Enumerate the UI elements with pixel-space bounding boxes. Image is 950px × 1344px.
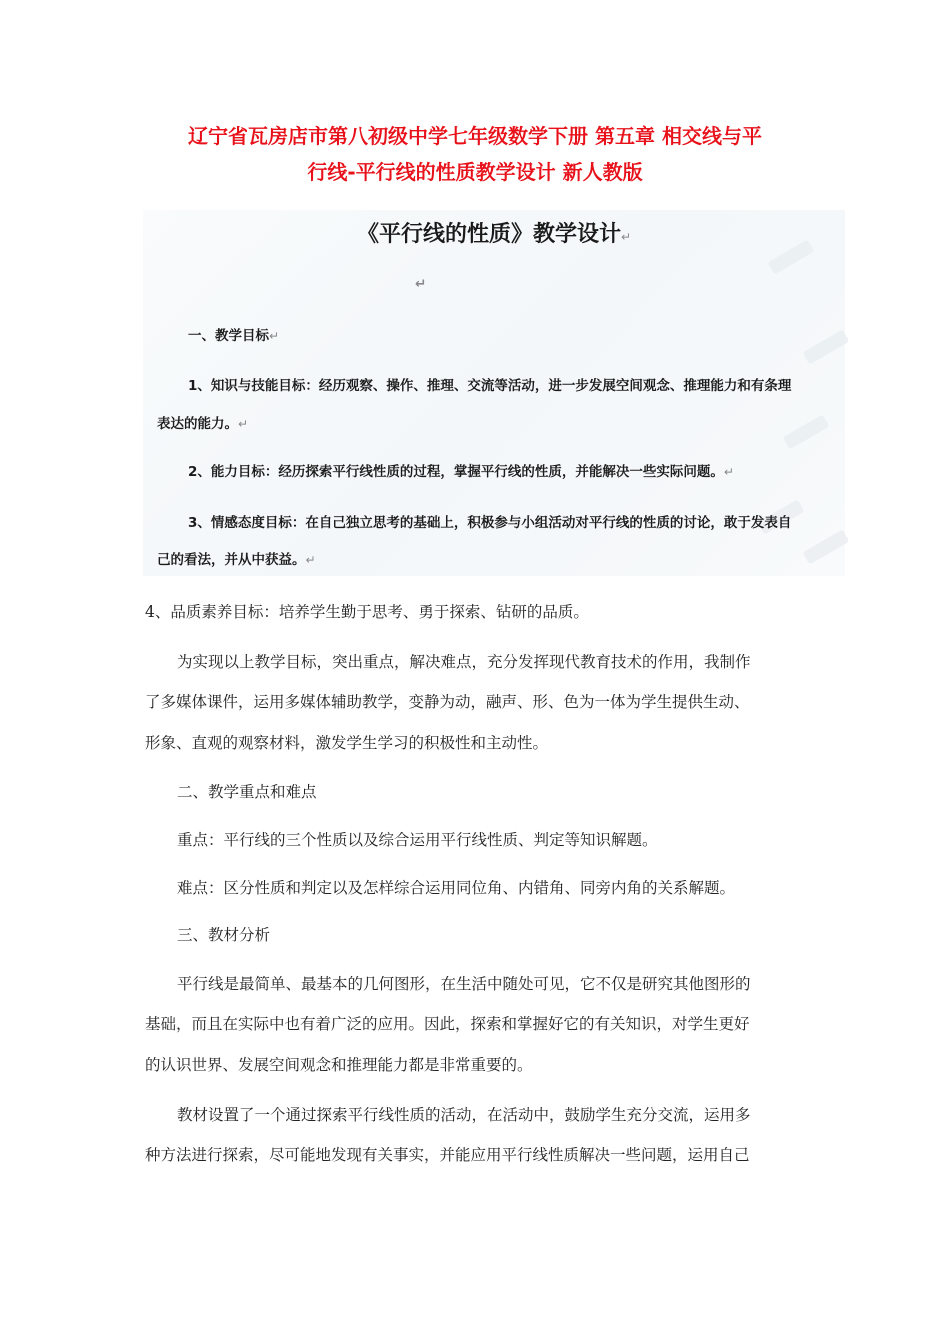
paragraph-3-line-3: 的认识世界、发展空间观念和推理能力都是非常重要的。 (145, 1056, 533, 1074)
difficulty: 难点：区分性质和判定以及怎样综合运用同位角、内错角、同旁内角的关系解题。 (177, 879, 736, 897)
paragraph-2-line-1: 为实现以上教学目标，突出重点，解决难点，充分发挥现代教育技术的作用，我制作 (177, 653, 751, 671)
section-heading-3: 三、教材分析 (177, 926, 271, 944)
embedded-image (143, 210, 845, 576)
paragraph-2-line-3: 形象、直观的观察材料，激发学生学习的积极性和主动性。 (145, 734, 549, 752)
embedded-goal-1-line-2: 表达的能力。↵ (157, 416, 249, 432)
watermark-mark (803, 329, 850, 364)
embedded-heading-goals: 一、教学目标↵ (188, 328, 280, 344)
document-title (100, 118, 850, 190)
watermark-mark (803, 529, 850, 564)
embedded-goal-1-line-1: 1、知识与技能目标：经历观察、操作、推理、交流等活动，进一步发展空间观念、推理能力和有条理 (188, 378, 792, 394)
paragraph-3-line-1: 平行线是最简单、最基本的几何图形，在生活中随处可见，它不仅是研究其他图形的 (177, 975, 751, 993)
watermark-mark (783, 414, 830, 449)
paragraph-2-line-2: 了多媒体课件，运用多媒体辅助教学，变静为动，融声、形、色为一体为学生提供生动、 (145, 693, 750, 711)
section-heading-2: 二、教学重点和难点 (177, 783, 317, 801)
embedded-goal-3-line-1: 3、情感态度目标：在自己独立思考的基础上，积极参与小组活动对平行线的性质的讨论，敢于发表自 (188, 515, 792, 531)
paragraph-3-line-2: 基础，而且在实际中也有着广泛的应用。因此，探索和掌握好它的有关知识，对学生更好 (145, 1015, 750, 1033)
embedded-title: 《平行线的性质》教学设计↵ (356, 222, 632, 247)
document-title-line-1: 辽宁省瓦房店市第八初级中学七年级数学下册 第五章 相交线与平 (188, 124, 762, 148)
paragraph-4-line-2: 种方法进行探索，尽可能地发现有关事实，并能应用平行线性质解决一些问题，运用自己 (145, 1146, 750, 1164)
paragraph-4-line-1: 教材设置了一个通过探索平行线性质的活动，在活动中，鼓励学生充分交流，运用多 (177, 1106, 751, 1124)
paragraph-quality-goal: 4、品质素养目标：培养学生勤于思考、勇于探索、钻研的品质。 (145, 603, 589, 621)
document-title-line-2: 行线-平行线的性质教学设计 新人教版 (307, 160, 643, 184)
paragraph-mark: ↵ (415, 276, 427, 292)
embedded-goal-3-line-2: 己的看法，并从中获益。↵ (157, 552, 316, 568)
key-point: 重点：平行线的三个性质以及综合运用平行线性质、判定等知识解题。 (177, 831, 658, 849)
embedded-goal-2: 2、能力目标：经历探索平行线性质的过程，掌握平行线的性质，并能解决一些实际问题。↵ (188, 464, 734, 480)
